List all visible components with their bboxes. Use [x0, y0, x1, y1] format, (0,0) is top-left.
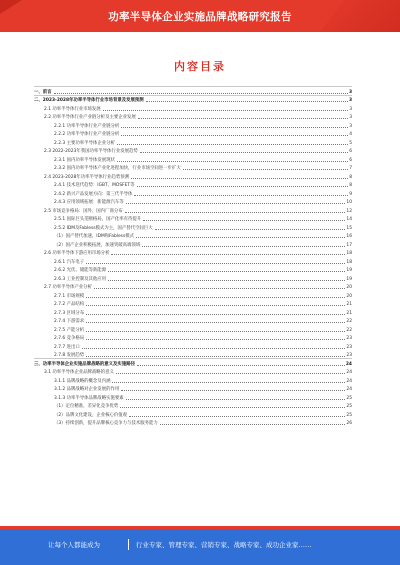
page-footer [0, 526, 400, 565]
toc-page-number: 7 [349, 166, 352, 171]
toc-entry-text: 2.4.3 应用领域拓展：新能源汽车等 [54, 200, 124, 205]
toc-entry[interactable] [34, 299, 352, 308]
toc-entry-text: 2.2 功率半导体行业产业链分析及主要企业发展 [44, 115, 136, 120]
toc-page-number: 4 [349, 132, 352, 137]
toc-entry-text: 2.6.2 光伏、储能等新能源 [54, 268, 107, 273]
toc-entry-text: 2.3.1 国内功率半导体发展现状 [54, 157, 115, 163]
toc-page-number: 6 [349, 157, 352, 163]
toc-entry[interactable] [34, 256, 352, 265]
toc-leader-dots [117, 161, 348, 162]
toc-entry[interactable] [34, 273, 352, 282]
toc-entry[interactable] [34, 188, 352, 197]
toc-leader-dots [86, 314, 345, 315]
toc-leader-dots [108, 271, 345, 272]
toc-page-number: 26 [346, 421, 352, 426]
toc-page-number: 17 [346, 242, 352, 248]
toc-entry[interactable] [34, 214, 352, 223]
toc-page-number: 8 [349, 183, 352, 188]
toc-leader-dots [137, 186, 349, 187]
toc-entry[interactable] [34, 350, 352, 359]
toc-entry[interactable] [34, 248, 352, 257]
toc-leader-dots [86, 322, 345, 323]
toc-leader-dots [131, 178, 348, 179]
toc-entry-text: 2.7.4 下游需求 [54, 319, 85, 324]
toc-page-number: 3 [348, 89, 352, 95]
toc-page-number: 23 [346, 344, 352, 350]
toc-leader-dots [125, 212, 346, 213]
toc-page-number: 23 [346, 336, 352, 341]
toc-leader-dots [94, 288, 346, 289]
toc-page-number: 9 [349, 191, 352, 197]
toc-entry-text: （3）持续创新，提升品牌核心竞争力与技术服务能力 [54, 421, 158, 426]
toc-entry[interactable] [34, 384, 352, 393]
toc-entry[interactable] [34, 137, 352, 146]
toc-entry[interactable] [34, 205, 352, 214]
toc-entry[interactable] [34, 171, 352, 180]
toc-leader-dots [142, 246, 345, 247]
toc-entry[interactable] [34, 222, 352, 231]
toc-entry-text: 3.1 功率半导体企业品牌战略的意义 [44, 370, 114, 375]
toc-page-number: 21 [346, 310, 352, 316]
toc-leader-dots [160, 424, 346, 425]
toc-entry-text: 三、功率半导体企业实施品牌战略的意义及实施路径 [34, 361, 135, 367]
toc-leader-dots [103, 110, 349, 111]
toc-entry-text: 2.3 2022-2023年我国功率半导体行业发展趋势 [44, 149, 138, 154]
toc-entry[interactable] [34, 282, 352, 291]
toc-page-number: 21 [346, 302, 352, 307]
toc-entry-text: （1）国产替代加速，IDM和Fabless模式 [54, 234, 135, 239]
toc-entry[interactable] [34, 290, 352, 299]
toc-leader-dots [86, 297, 345, 298]
toc-page-number: 20 [346, 285, 352, 290]
toc-entry-text: 3.1.1 品牌战略的概念及内涵 [54, 378, 111, 384]
toc-entry[interactable] [34, 95, 352, 104]
toc-leader-dots [126, 203, 346, 204]
toc-page-number: 3 [349, 106, 352, 112]
toc-leader-dots [121, 127, 348, 128]
toc-leader-dots [126, 399, 346, 400]
toc-entry[interactable] [34, 367, 352, 376]
toc-entry[interactable] [34, 103, 352, 112]
toc-leader-dots [86, 263, 345, 264]
toc-leader-dots [121, 135, 348, 136]
toc-entry-text: 二、2023-2028年功率半导体行业市场背景及发展预测 [34, 98, 144, 103]
footer-slogan-right: 行业专家、管理专家、营销专家、战略专家、成功企业家…… [136, 541, 312, 549]
footer-divider [128, 539, 129, 550]
toc-entry[interactable] [34, 333, 352, 342]
toc-entry[interactable] [34, 409, 352, 418]
toc-leader-dots [86, 331, 345, 332]
toc-entry[interactable] [34, 358, 352, 367]
toc-entry-text: 2.7.5 产能分析 [54, 327, 85, 333]
toc-page-number: 5 [349, 140, 352, 146]
table-of-contents [34, 86, 352, 426]
toc-entry-text: （2）国产企业积极拓展，加速突破高端领域 [54, 242, 141, 248]
toc-page-number: 24 [346, 387, 352, 392]
toc-entry-text: 2.7.3 区域分布 [54, 310, 85, 316]
toc-entry-text: 2.5.1 国际巨头垄断格局，国产化率有待提升 [54, 217, 142, 222]
toc-leader-dots [137, 365, 345, 366]
toc-leader-dots [138, 118, 348, 119]
toc-page-number: 24 [346, 370, 352, 375]
toc-entry[interactable] [34, 120, 352, 129]
toc-entry[interactable] [34, 154, 352, 163]
toc-entry-text: （2）品牌文化建设，企业核心价值观 [54, 412, 128, 418]
toc-entry-text: 2.5 市场竞争格局：国外、国内厂商分布 [44, 208, 123, 214]
toc-leader-dots [121, 390, 345, 391]
toc-leader-dots [54, 93, 348, 94]
toc-page-number: 15 [346, 225, 352, 231]
toc-entry-text: 2.6.1 汽车电子 [54, 259, 85, 265]
toc-entry-text: 2.7.1 市场规模 [54, 293, 85, 299]
toc-page-number: 6 [349, 149, 352, 154]
toc-entry-text: 2.4.1 技术迭代趋势：IGBT、MOSFET等 [54, 183, 135, 188]
toc-entry[interactable] [34, 163, 352, 172]
toc-entry-text: 2.7.6 竞争格局 [54, 336, 85, 341]
toc-leader-dots [146, 101, 348, 102]
toc-entry[interactable] [34, 307, 352, 316]
toc-page-number: 25 [346, 395, 352, 401]
toc-page-number: 19 [346, 268, 352, 273]
toc-entry-text: 2.7.2 产品结构 [54, 302, 85, 307]
toc-entry-text: 2.3.2 国内功率半导体产业化进程加快，行业市场空间进一步扩大 [54, 166, 181, 171]
toc-entry-text: 2.5.2 IDM及Fabless模式为主，国产替代空间巨大 [54, 225, 153, 231]
toc-entry[interactable] [34, 180, 352, 189]
toc-leader-dots [111, 254, 345, 255]
toc-leader-dots [143, 220, 345, 221]
toc-entry[interactable] [34, 375, 352, 384]
toc-entry-text: 一、前言 [34, 89, 52, 95]
toc-entry[interactable] [34, 341, 352, 350]
toc-entry-text: 3.1.2 品牌战略对企业发展的作用 [54, 387, 120, 392]
toc-page-number: 20 [346, 293, 352, 299]
toc-entry[interactable] [34, 324, 352, 333]
toc-leader-dots [116, 373, 346, 374]
toc-heading: 内容目录 [174, 60, 226, 73]
toc-entry-text: 2.7.8 发展趋势 [54, 353, 85, 358]
toc-leader-dots [129, 416, 345, 417]
toc-leader-dots [86, 339, 345, 340]
toc-entry[interactable] [34, 316, 352, 325]
toc-leader-dots [86, 305, 345, 306]
toc-entry-text: 2.2.3 主要功率半导体企业分析 [54, 140, 115, 146]
toc-page-number: 25 [346, 412, 352, 418]
toc-entry[interactable] [34, 86, 352, 95]
toc-page-number: 22 [346, 319, 352, 324]
toc-page-number: 23 [346, 353, 352, 358]
toc-entry[interactable] [34, 401, 352, 410]
toc-entry-text: （1）定位精准，差异化竞争优势 [54, 404, 119, 409]
toc-entry-text: 2.6 功率半导体下游应用市场分析 [44, 251, 110, 256]
toc-page-number: 8 [349, 174, 352, 180]
toc-page-number: 3 [349, 115, 352, 120]
toc-entry[interactable] [34, 197, 352, 206]
toc-page-number: 3 [348, 98, 352, 103]
toc-page-number: 16 [346, 234, 352, 239]
toc-leader-dots [108, 280, 345, 281]
toc-leader-dots [183, 169, 348, 170]
toc-page-number: 19 [346, 276, 352, 282]
toc-page-number: 24 [345, 361, 352, 367]
toc-entry-text: 2.7.7 进出口 [54, 344, 80, 350]
toc-page-number: 22 [346, 327, 352, 333]
toc-entry[interactable] [34, 231, 352, 240]
toc-page-number: 10 [346, 200, 352, 205]
toc-entry[interactable] [34, 239, 352, 248]
toc-entry-text: 2.4 2023-2028年功率半导体行业趋势预测 [44, 174, 129, 180]
toc-entry-text: 2.1 功率半导体行业市场发展 [44, 106, 101, 112]
footer-top-stripe [0, 526, 400, 529]
toc-entry-text: 3.1.3 功率半导体品牌战略实施要素 [54, 395, 124, 401]
toc-page-number: 14 [346, 217, 352, 222]
report-header [0, 0, 400, 32]
toc-entry[interactable] [34, 129, 352, 138]
footer-slogan-left: 让每个人都能成为 [48, 541, 100, 549]
toc-entry-text: 2.2.1 功率半导体行业产业链分析 [54, 123, 120, 129]
toc-entry-text: 2.6.3 工业控制及其他应用 [54, 276, 107, 282]
toc-entry-text: 2.7 功率半导体产业分析 [44, 285, 92, 290]
toc-entry[interactable] [34, 112, 352, 121]
toc-page-number: 24 [346, 378, 352, 384]
toc-leader-dots [155, 229, 346, 230]
toc-leader-dots [136, 237, 345, 238]
toc-page-number: 18 [346, 251, 352, 256]
toc-entry-text: 2.2.2 功率半导体行业产业链分析 [54, 132, 120, 137]
toc-page-number: 18 [346, 259, 352, 265]
toc-leader-dots [86, 356, 345, 357]
toc-leader-dots [117, 144, 348, 145]
toc-leader-dots [112, 382, 345, 383]
toc-page-number: 25 [346, 404, 352, 409]
toc-leader-dots [120, 407, 345, 408]
toc-leader-dots [82, 348, 346, 349]
toc-page-number: 12 [346, 208, 352, 214]
toc-page-number: 3 [349, 123, 352, 129]
toc-leader-dots [134, 195, 348, 196]
toc-leader-dots [140, 152, 348, 153]
toc-entry-text: 2.4.2 新兴产品发展方向：第三代半导体 [54, 191, 133, 197]
toc-entry[interactable] [34, 265, 352, 274]
toc-entry[interactable] [34, 392, 352, 401]
toc-entry[interactable] [34, 418, 352, 427]
report-title: 功率半导体企业实施品牌战略研究报告 [108, 11, 292, 23]
toc-entry[interactable] [34, 146, 352, 155]
